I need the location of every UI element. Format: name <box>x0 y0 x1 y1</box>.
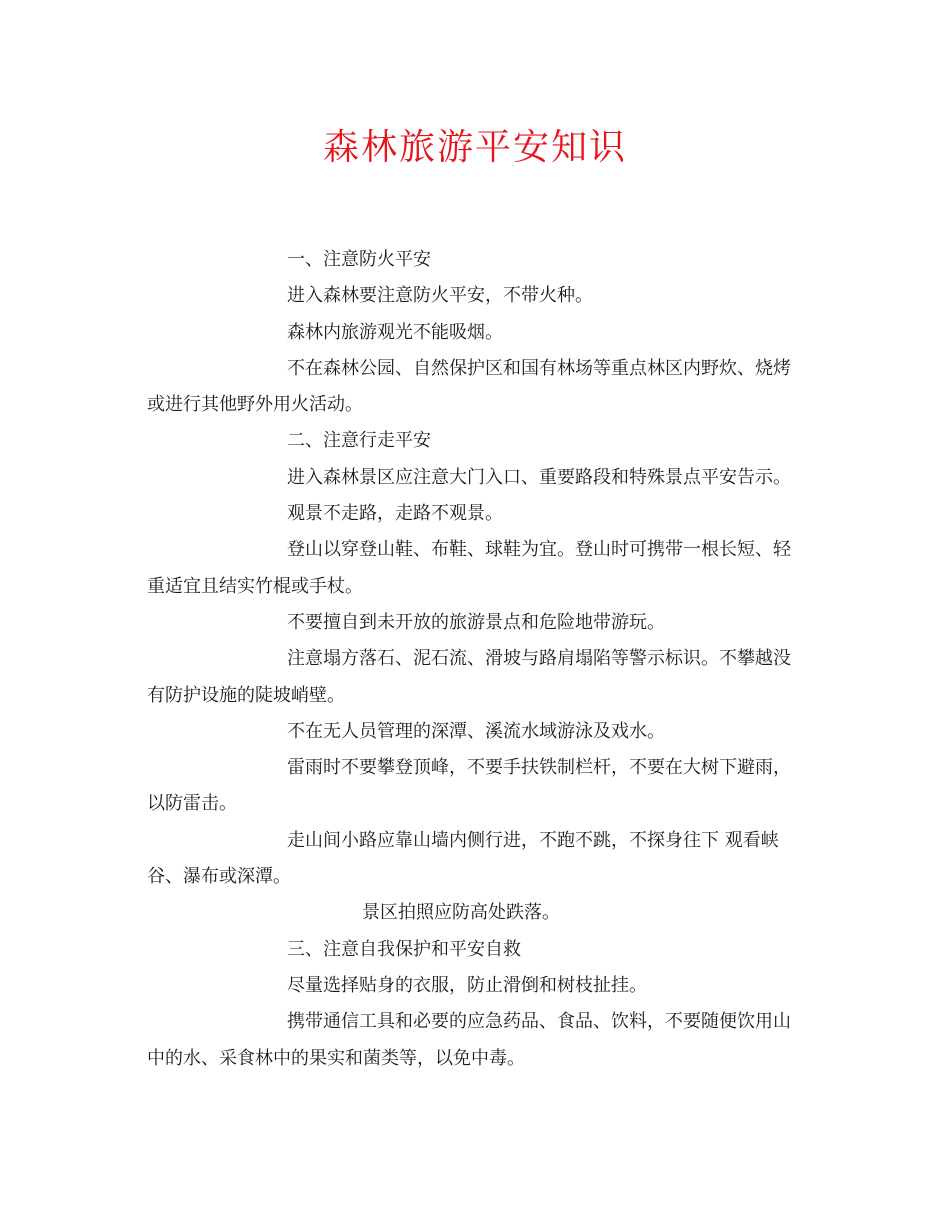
paragraph: 不在森林公园、自然保护区和国有林场等重点林区内野炊、烧烤或进行其他野外用火活动。 <box>147 357 791 416</box>
paragraph: 登山以穿登山鞋、布鞋、球鞋为宜。登山时可携带一根长短、轻重适宜且结实竹棍或手杖。 <box>147 539 791 597</box>
section-heading-walking-safety: 二、注意行走平安 <box>287 430 431 452</box>
document-body <box>147 242 797 1077</box>
paragraph: 尽量选择贴身的衣服，防止滑倒和树枝扯挂。 <box>287 974 647 996</box>
section-heading-self-protection: 三、注意自我保护和平安自救 <box>287 938 521 960</box>
paragraph: 注意塌方落石、泥石流、滑坡与路肩塌陷等警示标识。不攀越没有防护设施的陡坡峭壁。 <box>147 648 791 706</box>
paragraph: 进入森林要注意防火平安，不带火种。 <box>287 285 593 307</box>
paragraph: 不在无人员管理的深潭、溪流水域游泳及戏水。 <box>287 720 665 742</box>
paragraph: 进入森林景区应注意大门入口、重要路段和特殊景点平安告示。 <box>287 466 791 488</box>
paragraph: 不要擅自到未开放的旅游景点和危险地带游玩。 <box>287 611 665 633</box>
section-heading-fire-safety: 一、注意防火平安 <box>287 249 431 270</box>
paragraph: 雷雨时不要攀登顶峰，不要手扶铁制栏杆，不要在大树下避雨，以防雷击。 <box>147 757 791 815</box>
paragraph: 观景不走路，走路不观景。 <box>287 503 503 525</box>
document-title: 森林旅游平安知识 <box>322 127 627 168</box>
paragraph: 携带通信工具和必要的应急药品、食品、饮料，不要随便饮用山中的水、采食林中的果实和菌类等，以免中毒。 <box>147 1011 791 1069</box>
paragraph: 走山间小路应靠山墙内侧行进，不跑不跳，不探身往下 观看峡谷、瀑布或深潭。 <box>147 829 779 888</box>
paragraph: 森林内旅游观光不能吸烟。 <box>287 321 503 343</box>
paragraph: 景区拍照应防高处跌落。 <box>362 902 560 924</box>
